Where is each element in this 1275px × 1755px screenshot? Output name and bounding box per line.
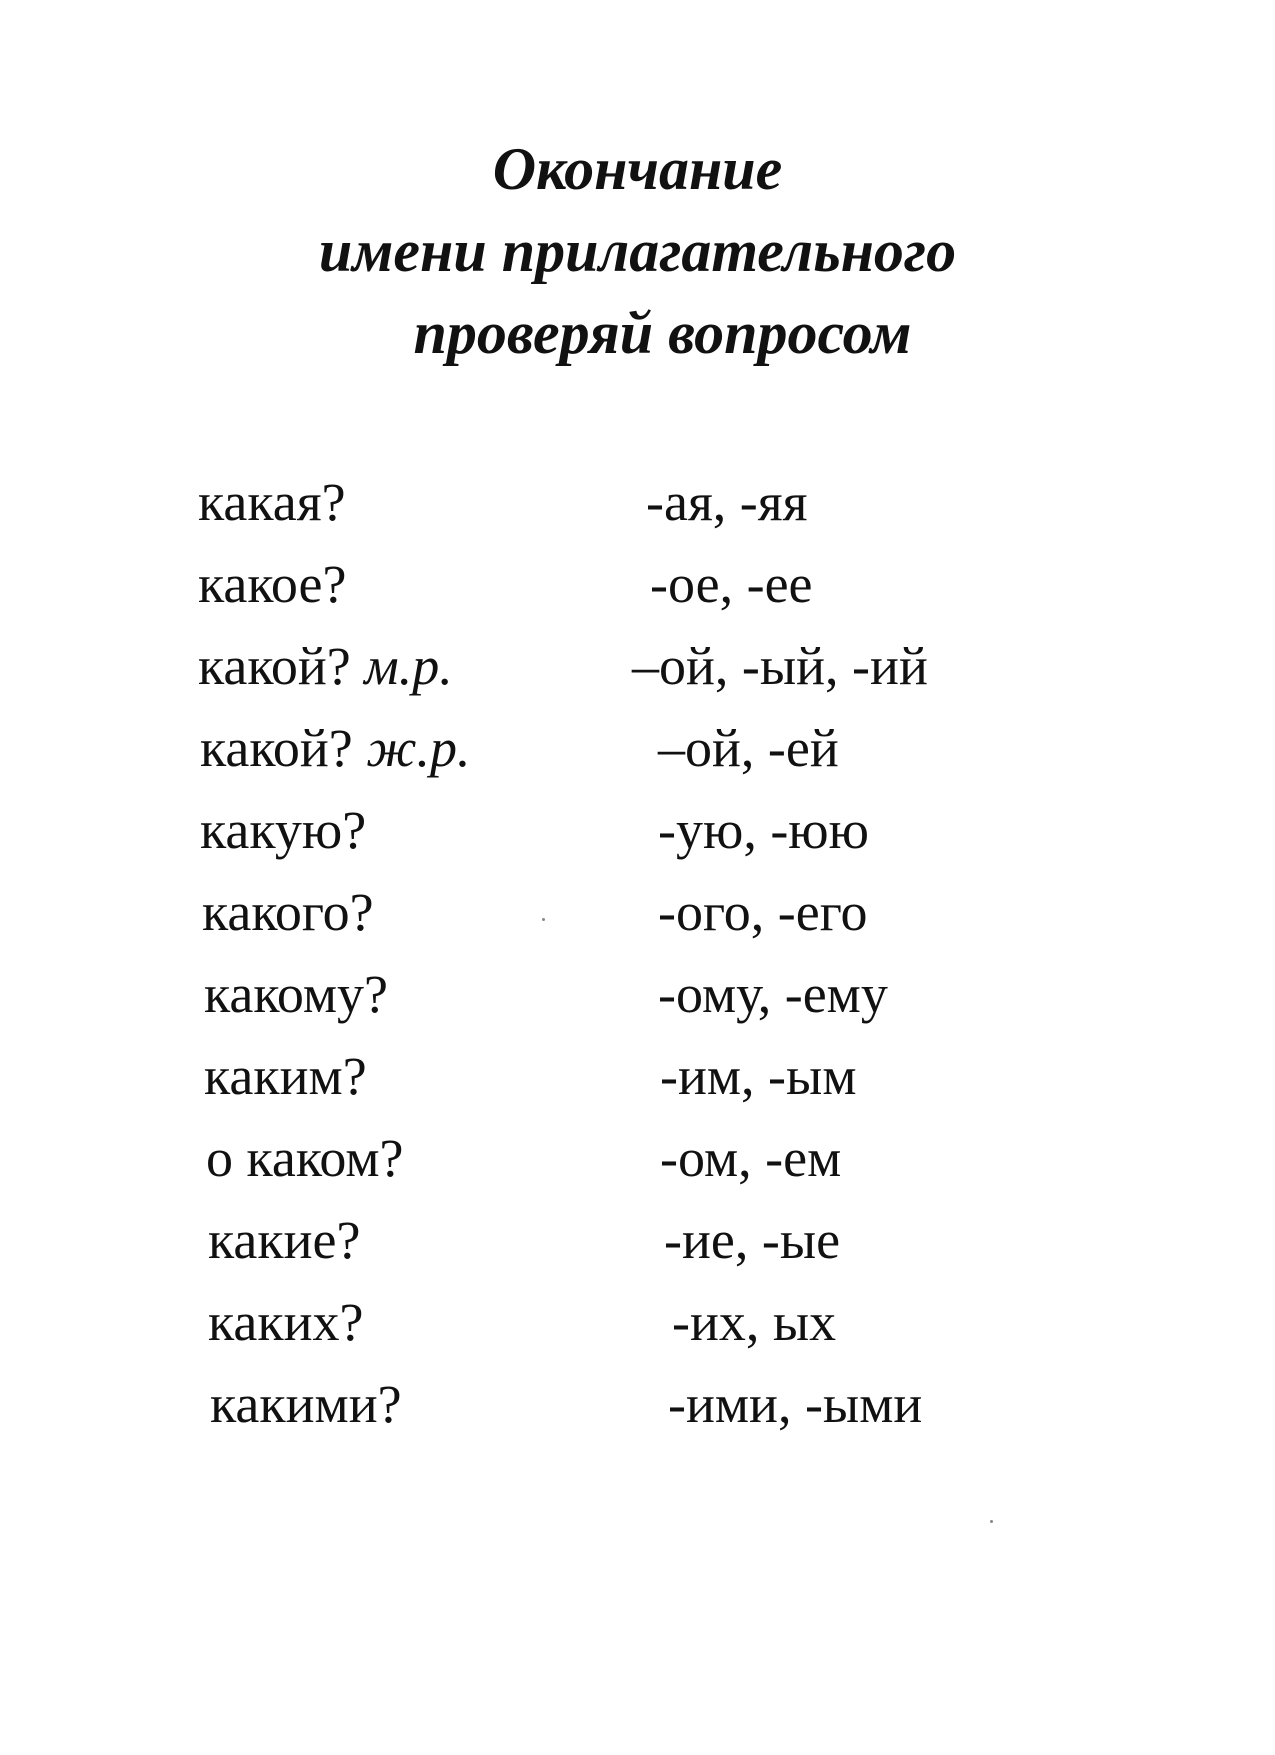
ending: -ую, -юю bbox=[658, 800, 869, 860]
ending: -ого, -его bbox=[658, 882, 868, 942]
question-word: какая? bbox=[198, 472, 346, 532]
ending: -им, -ым bbox=[660, 1046, 857, 1106]
question-word: какое? bbox=[198, 554, 347, 614]
question bbox=[200, 790, 366, 870]
question-word: какого? bbox=[202, 882, 374, 942]
question-word: каким? bbox=[204, 1046, 367, 1106]
question-word: какой? bbox=[200, 718, 353, 778]
question-word: какими? bbox=[210, 1374, 402, 1434]
question-word: какому? bbox=[204, 964, 388, 1024]
question-word: какой? bbox=[198, 636, 351, 696]
question bbox=[198, 626, 453, 706]
ending: -ому, -ему bbox=[658, 964, 888, 1024]
title-line-3: проверяй вопросом bbox=[413, 300, 912, 366]
scan-speck bbox=[542, 918, 545, 921]
question bbox=[204, 1036, 367, 1116]
question bbox=[208, 1200, 360, 1280]
question bbox=[208, 1282, 364, 1362]
ending: -ое, -ее bbox=[650, 554, 813, 614]
title-line-2: имени прилагательного bbox=[318, 218, 957, 284]
ending: –ой, -ый, -ий bbox=[632, 636, 928, 696]
title-line-1: Окончание bbox=[492, 136, 783, 202]
question bbox=[198, 462, 346, 542]
question-word: каких? bbox=[208, 1292, 364, 1352]
ending: -их, ых bbox=[672, 1292, 837, 1352]
question bbox=[204, 954, 388, 1034]
question bbox=[200, 708, 470, 788]
question-word: о каком? bbox=[206, 1128, 404, 1188]
question bbox=[202, 872, 374, 952]
ending: -ом, -ем bbox=[660, 1128, 842, 1188]
question-word: какие? bbox=[208, 1210, 361, 1270]
question bbox=[198, 544, 346, 624]
ending: -ие, -ые bbox=[664, 1210, 841, 1270]
ending: -ими, -ыми bbox=[668, 1374, 923, 1434]
question-word: какую? bbox=[200, 800, 367, 860]
ending: –ой, -ей bbox=[658, 718, 839, 778]
gender-label: ж.р. bbox=[366, 718, 471, 778]
ending: -ая, -яя bbox=[646, 472, 808, 532]
question bbox=[206, 1118, 404, 1198]
scan-speck bbox=[990, 1520, 993, 1523]
question bbox=[210, 1364, 402, 1444]
gender-label: м.р. bbox=[364, 636, 453, 696]
